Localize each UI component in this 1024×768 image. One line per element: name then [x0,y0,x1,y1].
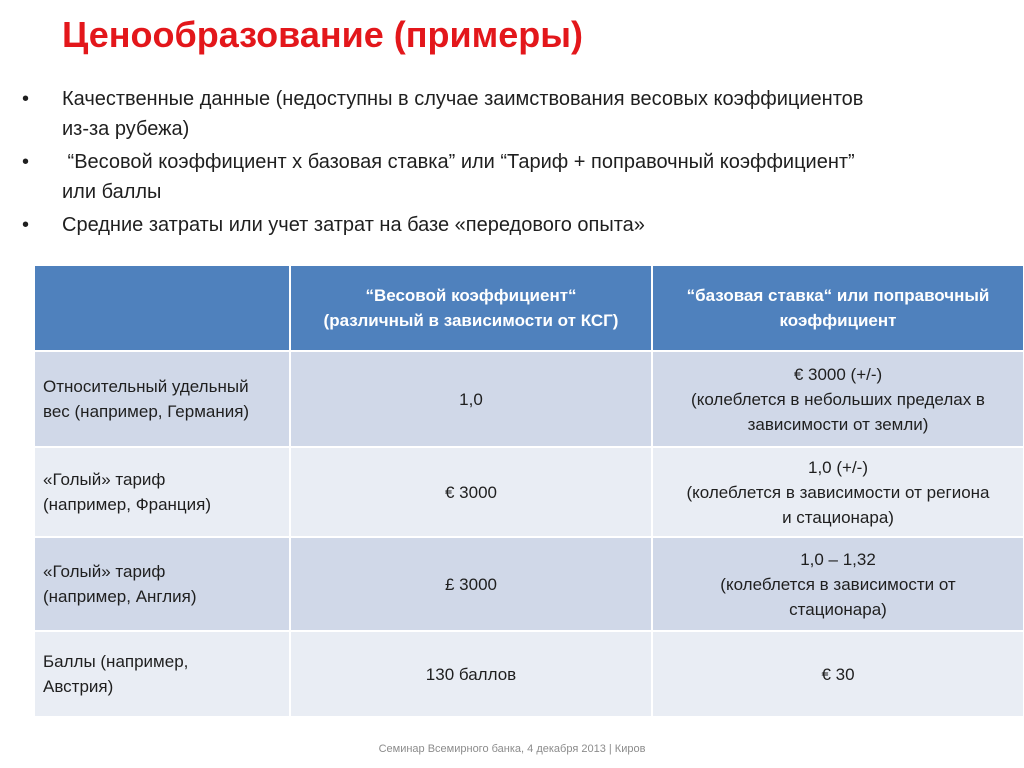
cell-text-line: стационара) [789,599,887,619]
table-row [34,631,1024,717]
bullet-text-line: “Весовой коэффициент х базовая ставка” или “Тариф + поправочный коэффициент” [62,151,855,173]
cell-text-line: £ 3000 [445,574,497,594]
cell-text-line: Относительный удельный [43,377,249,396]
weight-cell [290,631,652,717]
cell-text-line: € 3000 (+/-) [793,364,883,384]
header-text-line: коэффициент [779,311,897,330]
cell-text-line: € 3000 [445,482,497,502]
table-header-row [34,265,1024,351]
bullet-item [0,210,1024,240]
cell-text-line: Австрия) [43,677,114,696]
cell-text-line: (колеблется в зависимости от [720,574,956,594]
cell-text-line: (например, Англия) [43,587,197,606]
bullet-dot-icon: • [22,214,30,236]
cell-text-line: 1,0 [459,389,483,409]
weight-cell [290,351,652,447]
cell-text-line: 130 баллов [425,664,517,684]
cell-text-line: (например, Франция) [43,495,212,514]
pricing-table-container [33,264,1023,718]
cell-text-line: и стационара) [782,507,894,527]
rate-cell [652,447,1024,537]
bullet-item [0,84,1024,144]
header-weight-coefficient [290,265,652,351]
cell-text-line: 1,0 – 1,32 [800,549,876,569]
slide-footer: Семинар Всемирного банка, 4 декабря 2013 | Киров [378,743,646,755]
cell-text-line: «Голый» тариф [43,562,166,581]
header-text-line: “Весовой коэффициент“ [365,286,577,305]
cell-text-line: зависимости от земли) [747,414,929,434]
cell-text-line: € 30 [821,664,855,684]
header-base-rate [652,265,1024,351]
row-label-cell [34,631,290,717]
table-row [34,537,1024,631]
slide-title: Ценообразование (примеры) [62,14,583,55]
cell-text-line: (колеблется в небольших пределах в [691,389,985,409]
row-label-cell [34,537,290,631]
pricing-table [33,264,1024,718]
cell-text-line: Баллы (например, [43,652,189,671]
bullet-text-line: из-за рубежа) [62,118,190,140]
table-row [34,447,1024,537]
bullet-list [0,84,1024,240]
table-row [34,351,1024,447]
bullet-dot-icon: • [22,151,30,173]
rate-cell [652,537,1024,631]
bullet-text-line: или баллы [62,181,162,203]
weight-cell [290,537,652,631]
cell-text-line: «Голый» тариф [43,470,166,489]
bullet-text-line: Качественные данные (недоступны в случае заимствования весовых коэффициентов [62,88,864,110]
row-label-cell [34,447,290,537]
header-text-line: “базовая ставка“ или поправочный [686,286,990,305]
bullet-dot-icon: • [22,88,30,110]
header-text-line: (различный в зависимости от КСГ) [323,311,619,330]
bullet-text-line: Средние затраты или учет затрат на базе «передового опыта» [62,214,645,236]
rate-cell [652,631,1024,717]
cell-text-line: (колеблется в зависимости от региона [686,482,990,502]
bullet-item [0,147,1024,207]
weight-cell [290,447,652,537]
row-label-cell [34,351,290,447]
rate-cell [652,351,1024,447]
cell-text-line: вес (например, Германия) [43,402,250,421]
cell-text-line: 1,0 (+/-) [808,457,868,477]
header-empty-cell [34,265,290,351]
